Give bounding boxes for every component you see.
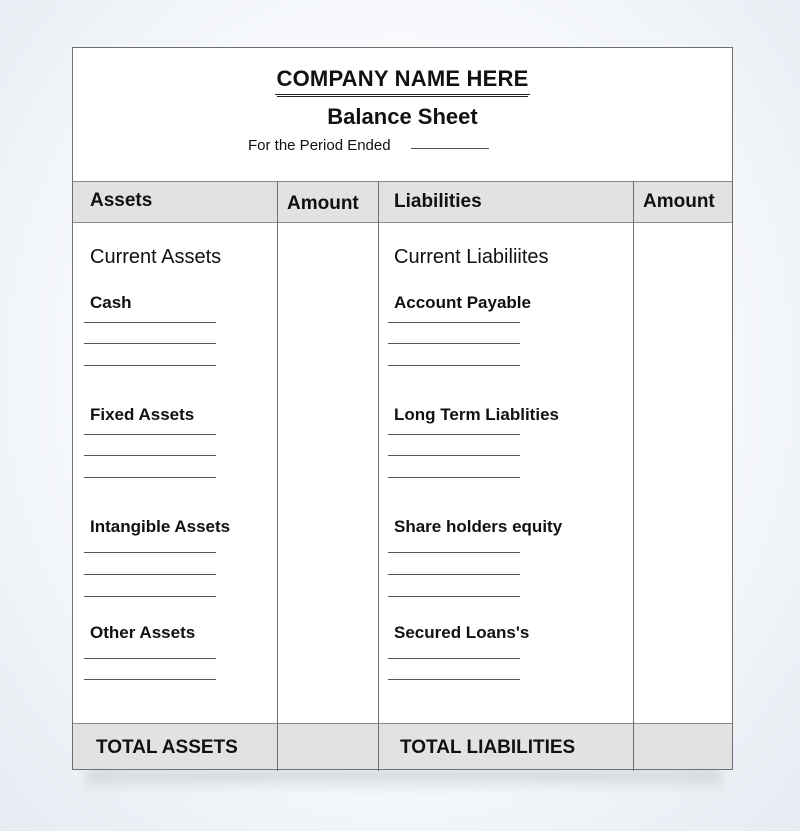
blank-line [84, 679, 216, 680]
blank-line [388, 365, 520, 366]
asset-group-label: Other Assets [90, 623, 196, 642]
column-divider [378, 181, 379, 771]
blank-line [84, 455, 216, 456]
blank-line [388, 679, 520, 680]
current-liabilities-title: Current Liabiliites [394, 246, 549, 268]
blank-line [388, 477, 520, 478]
column-divider [633, 181, 634, 771]
header-amount-right: Amount [643, 191, 715, 212]
period-label: For the Period Ended [248, 137, 391, 154]
blank-line [84, 574, 216, 575]
sheet-shadow [86, 770, 722, 792]
blank-line [388, 343, 520, 344]
asset-group-label: Fixed Assets [90, 405, 195, 424]
total-liabilities-label: TOTAL LIABILITIES [400, 737, 576, 758]
header-liabilities: Liabilities [394, 191, 482, 212]
balance-sheet [72, 47, 733, 770]
liability-group-label: Secured Loans's [394, 623, 530, 642]
blank-line [388, 658, 520, 659]
blank-line [84, 552, 216, 553]
blank-line [388, 322, 520, 323]
header-amount-left: Amount [287, 193, 359, 214]
blank-line [84, 365, 216, 366]
liability-group-label: Long Term Liablities [394, 405, 559, 424]
liability-group-label: Account Payable [394, 293, 531, 312]
current-assets-title: Current Assets [90, 246, 222, 268]
blank-line [84, 658, 216, 659]
blank-line [388, 455, 520, 456]
blank-line [388, 596, 520, 597]
company-name: COMPANY NAME HERE [73, 66, 732, 95]
blank-line [84, 343, 216, 344]
column-divider [277, 181, 278, 771]
asset-group-label: Cash [90, 293, 132, 312]
blank-line [84, 322, 216, 323]
asset-group-label: Intangible Assets [90, 517, 231, 536]
blank-line [388, 574, 520, 575]
blank-line [84, 596, 216, 597]
liability-group-label: Share holders equity [394, 517, 563, 536]
blank-line [388, 552, 520, 553]
header-assets: Assets [90, 190, 153, 211]
blank-line [84, 477, 216, 478]
blank-line [388, 434, 520, 435]
total-assets-label: TOTAL ASSETS [96, 737, 238, 758]
period-blank-line [411, 148, 489, 149]
blank-line [84, 434, 216, 435]
document-title: Balance Sheet [327, 104, 478, 129]
